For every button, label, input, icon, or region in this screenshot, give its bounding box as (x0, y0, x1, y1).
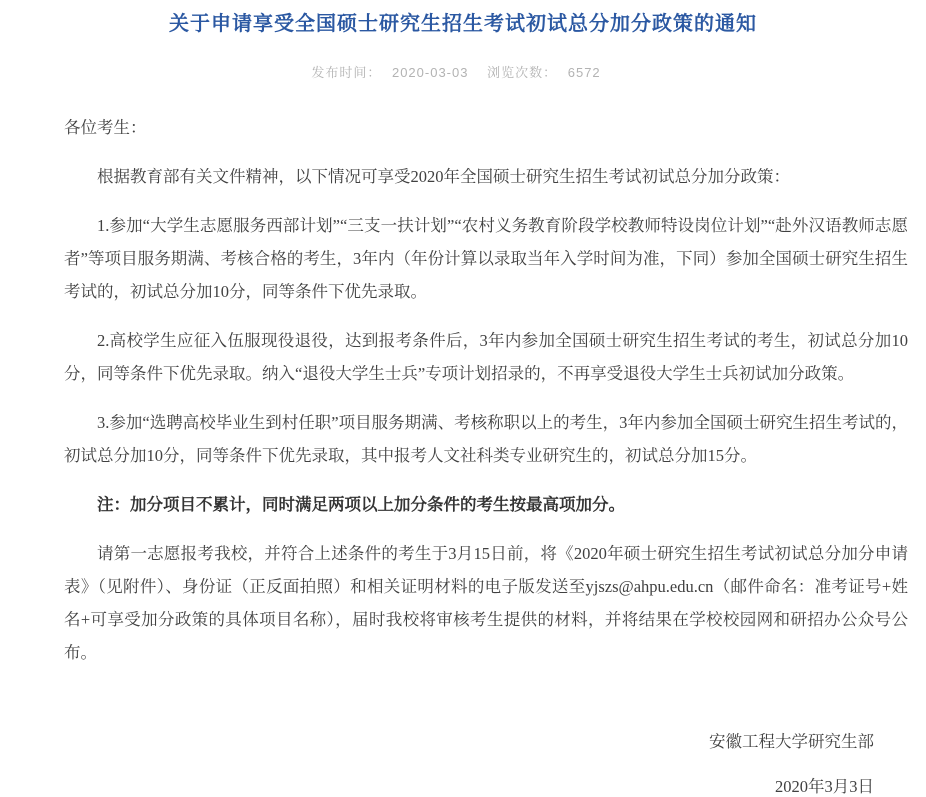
view-count-label: 浏览次数： (487, 65, 558, 80)
paragraph-item-3: 3.参加“选聘高校毕业生到村任职”项目服务期满、考核称职以上的考生，3年内参加全国硕士研究生招生考试的，初试总分加10分，同等条件下优先录取，其中报考人文社科类专业研究生的，初试总分加15分。 (64, 413, 908, 465)
note-paragraph: 注：加分项目不累计，同时满足两项以上加分条件的考生按最高项加分。 (97, 495, 625, 514)
view-count-value: 6572 (567, 65, 601, 80)
article-body (64, 111, 908, 669)
publish-time-label: 发布时间： (311, 65, 382, 80)
paragraph-item-2: 2.高校学生应征入伍服现役退役，达到报考条件后，3年内参加全国硕士研究生招生考试的考生，初试总分加10分，同等条件下优先录取。纳入“退役大学生士兵”专项计划招录的，不再享受退役大学生士兵初试加分政策。 (64, 331, 908, 383)
paragraph-item-1: 1.参加“大学生志愿服务西部计划”“三支一扶计划”“农村义务教育阶段学校教师特设岗位计划”“赴外汉语教师志愿者”等项目服务期满、考核合格的考生，3年内（年份计算以录取当年入学时间为准，下同）参加全国硕士研究生招生考试的，初试总分加10分，同等条件下优先录取。 (64, 216, 908, 301)
organization-signature: 安徽工程大学研究生部 (709, 732, 874, 751)
salutation: 各位考生： (64, 118, 147, 137)
article-meta (0, 62, 926, 81)
paragraph-intro: 根据教育部有关文件精神，以下情况可享受2020年全国硕士研究生招生考试初试总分加分政策： (97, 167, 790, 186)
signature-date: 2020年3月3日 (775, 777, 874, 796)
page-title: 关于申请享受全国硕士研究生招生考试初试总分加分政策的通知 (169, 13, 757, 35)
signature-block (0, 725, 874, 797)
closing-paragraph: 请第一志愿报考我校，并符合上述条件的考生于3月15日前，将《2020年硕士研究生招生考试初试总分加分申请表》（见附件）、身份证（正反面拍照）和相关证明材料的电子版发送至yjszs@ahpu.edu.cn（邮件命名：准考证号+姓名+可享受加分政策的具体项目名称），届时我校将审核考生提供的材料，并将结果在学校校园网和研招办公众号公布。 (64, 544, 908, 662)
publish-time-value: 2020-03-03 (391, 65, 469, 80)
